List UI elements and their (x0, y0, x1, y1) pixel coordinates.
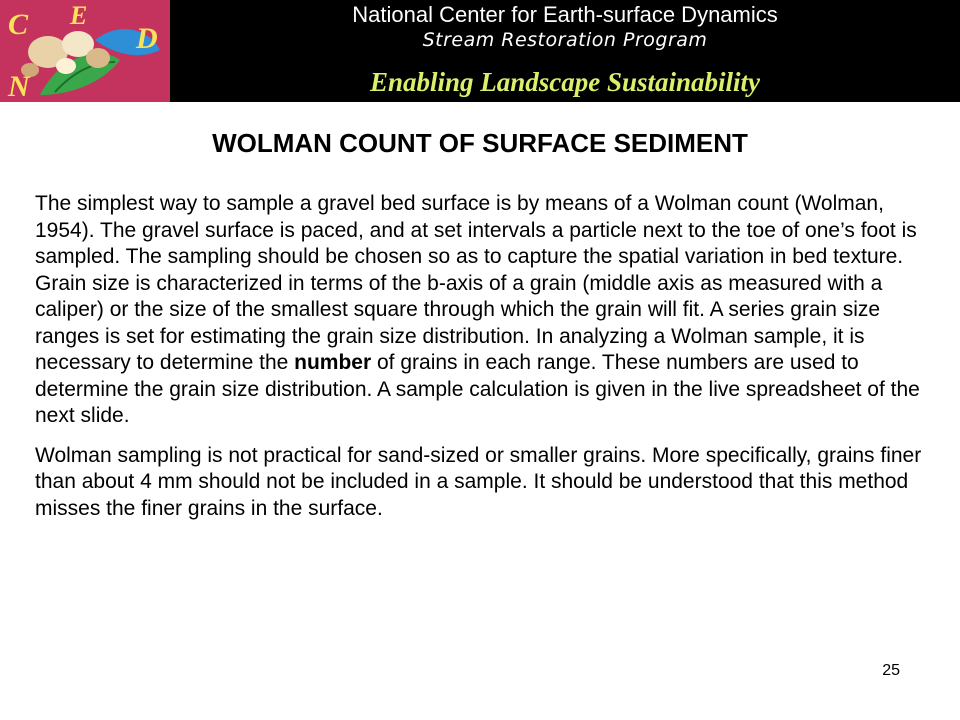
paragraph-2: Wolman sampling is not practical for sand-sized or smaller grains. More specifically, grains finer than about 4 mm should not be included in a sample. It should be understood that this method misses the finer grains in the surface. (35, 443, 922, 520)
paragraph-1-text-end: of grains in each range. These numbers are used to determine the grain size distribution. A sample calculation is given in the live spreadsheet of the next slide. (35, 351, 920, 427)
tagline: Enabling Landscape Sustainability (369, 67, 761, 97)
slide-header (0, 0, 960, 102)
organization-name: National Center for Earth-surface Dynamics (352, 2, 778, 27)
logo-letter-n: N (8, 70, 30, 102)
program-name: Stream Restoration Program (422, 29, 708, 51)
slide-title: WOLMAN COUNT OF SURFACE SEDIMENT (212, 128, 748, 158)
nced-logo (0, 0, 170, 102)
logo-letter-d: D (136, 22, 158, 55)
slide-body (35, 191, 930, 535)
logo-letter-e: E (70, 1, 88, 30)
page-number: 25 (882, 662, 900, 679)
nced-logo-graphic (0, 0, 170, 102)
logo-letter-c: C (8, 8, 29, 41)
emphasis-number: number (294, 351, 372, 374)
paragraph-1 (35, 191, 930, 430)
paragraph-1-text-start: The simplest way to sample a gravel bed surface is by means of a Wolman count (Wolman, 1954). The gravel surface is paced, and at set intervals a particle next to the toe of one’s foot is sampled. The sampling should be chosen so as to capture the spatial variation in bed texture. Grain size is characterized in terms of the b-axis of a grain (middle axis as measured with a caliper) or the size of the smallest square through which the grain will fit. A series grain size ranges is set for estimating the grain size distribution. In analyzing a Wolman sample, it is necessary to determine the (35, 192, 917, 374)
